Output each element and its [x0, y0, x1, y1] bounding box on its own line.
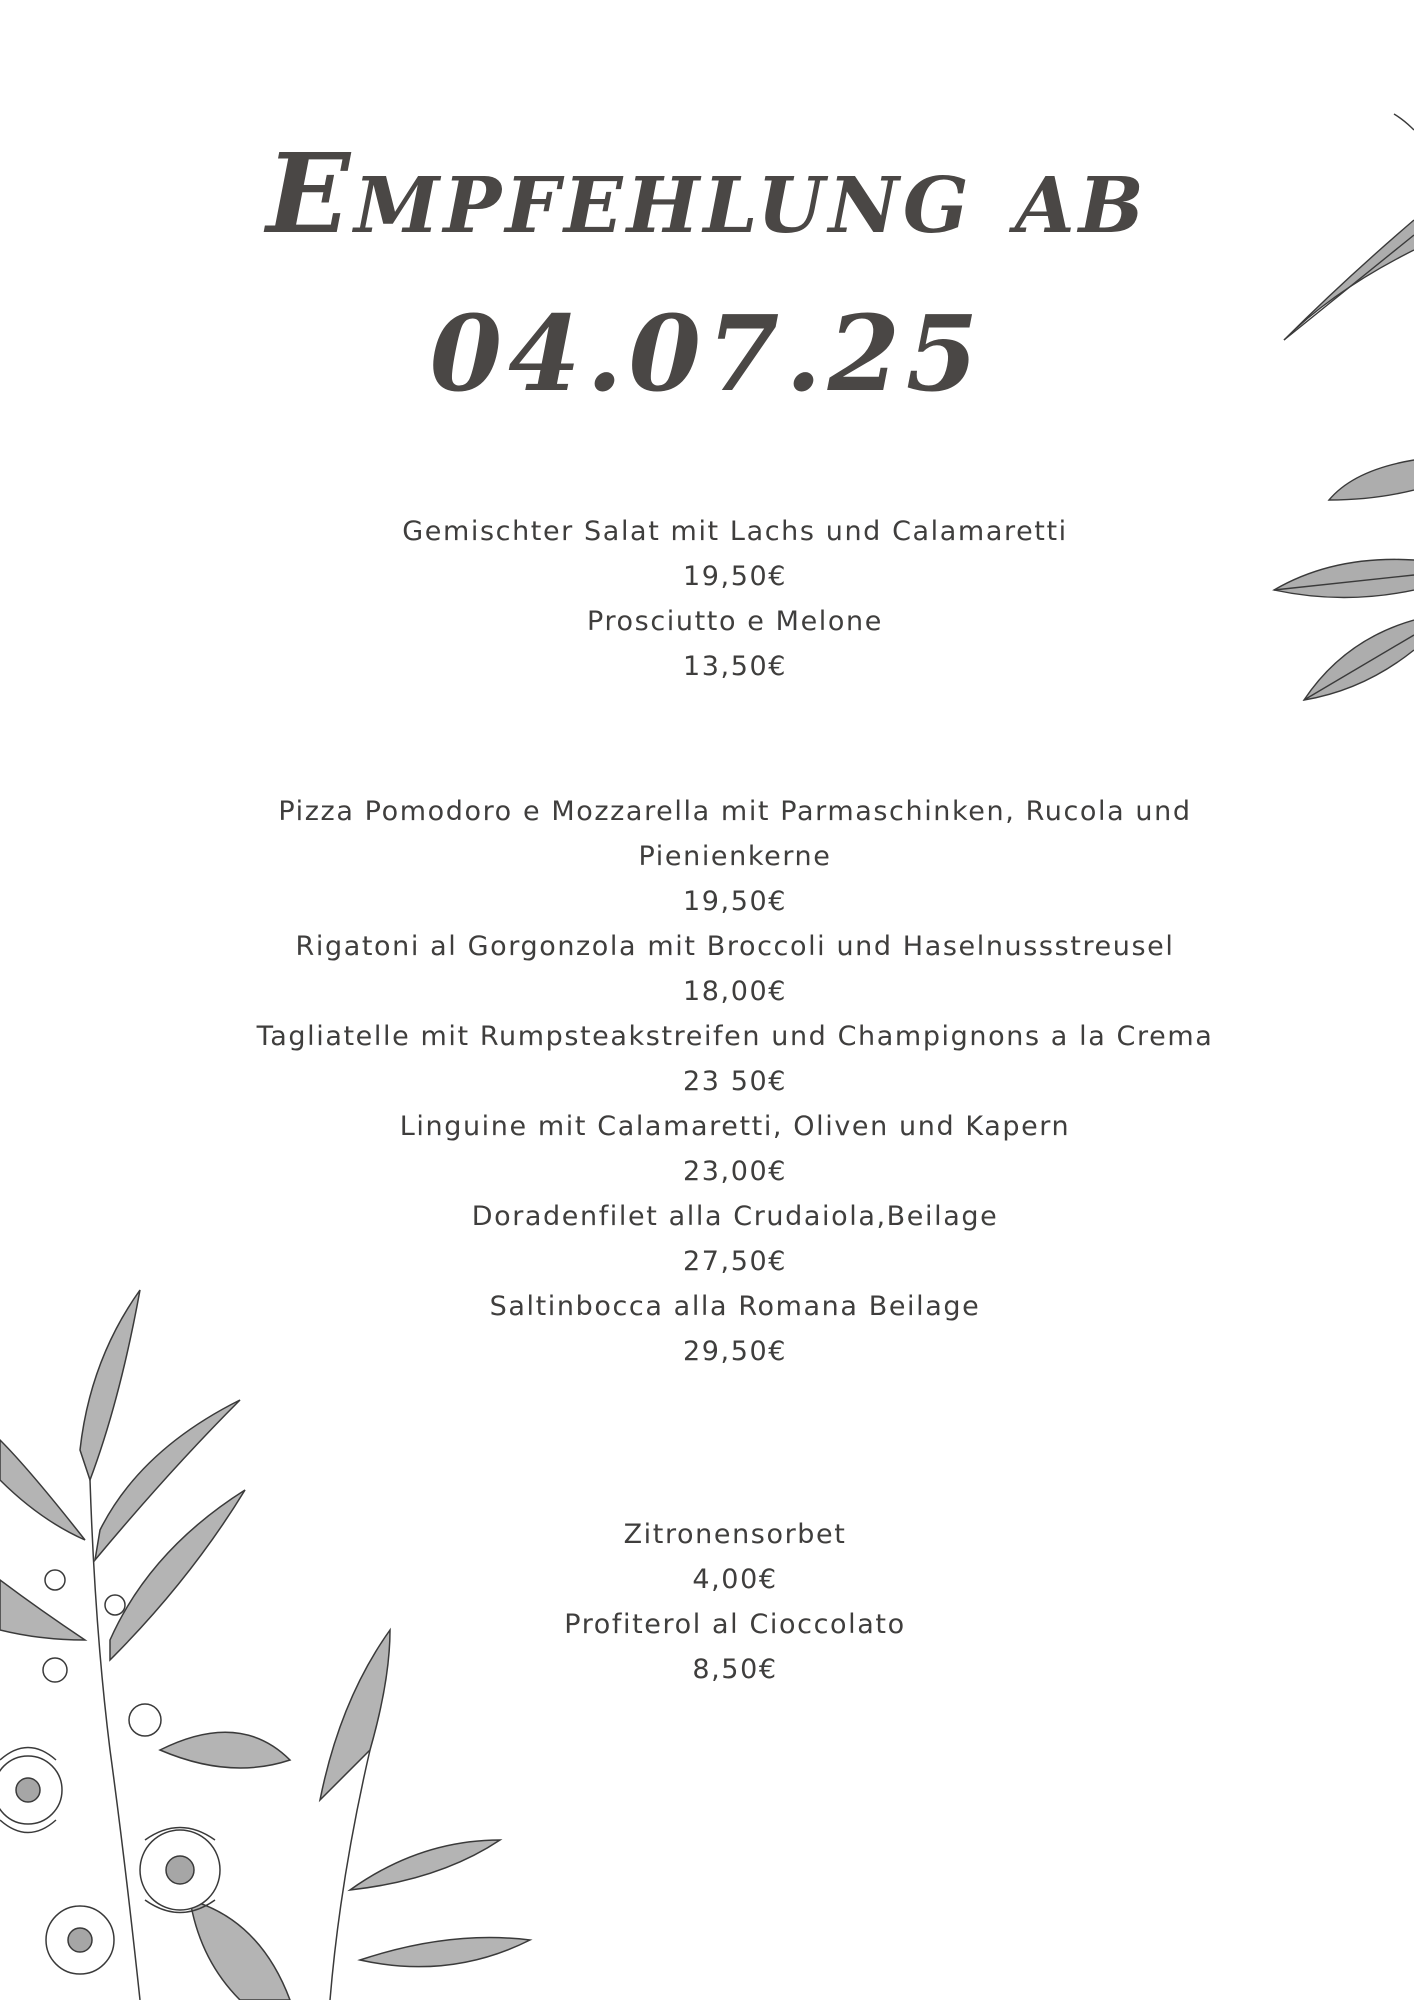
page-title — [0, 110, 1414, 438]
menu-section-desserts — [200, 1512, 1270, 1692]
menu-item-price: 8,50€ — [692, 1654, 778, 1685]
menu-item-price: 23,00€ — [682, 1156, 788, 1187]
menu-item-price: 19,50€ — [682, 886, 788, 917]
menu-item-name: Profiterol al Cioccolato — [564, 1609, 906, 1640]
menu-item-name: Gemischter Salat mit Lachs und Calamaretti — [402, 516, 1068, 547]
menu-section-mains — [200, 789, 1270, 1374]
menu-item-name: Rigatoni al Gorgonzola mit Broccoli und Haselnussstreusel — [295, 931, 1175, 962]
menu-item-name: Linguine mit Calamaretti, Oliven und Kapern — [399, 1111, 1071, 1142]
menu-item-name: Saltinbocca alla Romana Beilage — [489, 1291, 981, 1322]
menu-item-name: Tagliatelle mit Rumpsteakstreifen und Champignons a la Crema — [256, 1021, 1214, 1052]
menu-item-name: Doradenfilet alla Crudaiola,Beilage — [471, 1201, 999, 1232]
menu-item-price: 23 50€ — [682, 1066, 788, 1097]
title-line-1: Empfehlung ab — [266, 129, 1148, 258]
menu-item-price: 13,50€ — [682, 651, 788, 682]
menu-item-price: 18,00€ — [682, 976, 788, 1007]
menu-item-price: 27,50€ — [682, 1246, 788, 1277]
menu-item-price: 29,50€ — [682, 1336, 788, 1367]
menu-section-starters — [200, 509, 1270, 689]
menu-item-name: Zitronensorbet — [623, 1519, 847, 1550]
title-line-2: 04.07.25 — [429, 292, 985, 415]
menu-item-price: 4,00€ — [692, 1564, 778, 1595]
menu-item-name: Pizza Pomodoro e Mozzarella mit Parmaschinken, Rucola und Pienienkerne — [278, 796, 1202, 872]
menu-item-name: Prosciutto e Melone — [587, 606, 883, 637]
menu-item-price: 19,50€ — [682, 561, 788, 592]
